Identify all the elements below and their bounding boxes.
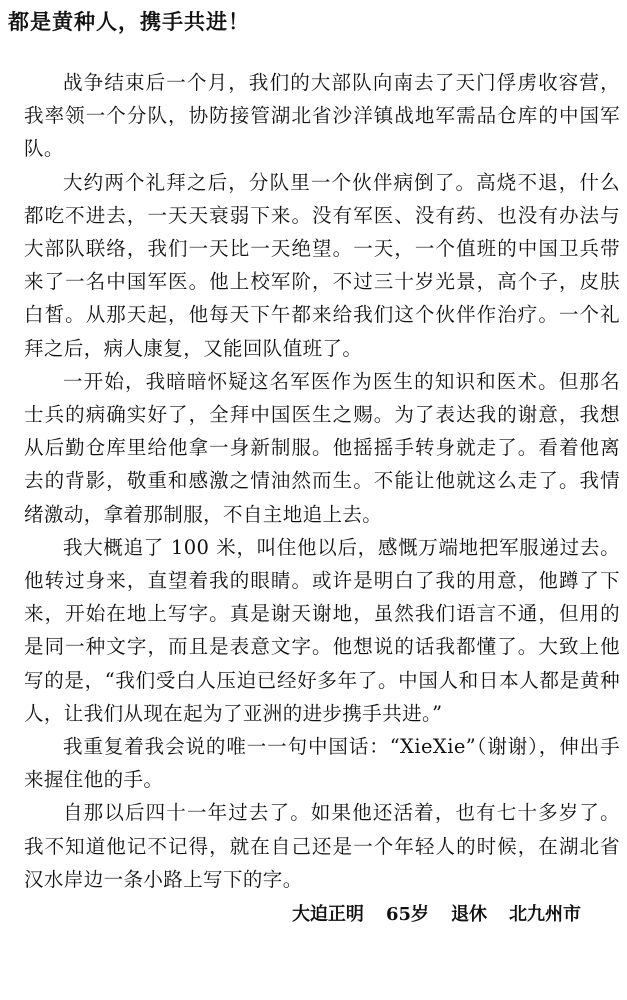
- author-status: 退休: [451, 904, 487, 925]
- paragraph-3: 一开始，我暗暗怀疑这名军医作为医生的知识和医术。但那名士兵的病确实好了，全拜中国医生之赐。为了表达我的谢意，我想从后勤仓库里给他拿一身新制服。他摇摇手转身就走了。看着他离去的背影，敬重和感激之情油然而生。不能让他就这么走了。我情绪激动，拿着那制服，不自主地追上去。: [24, 369, 620, 526]
- paragraph-2: 大约两个礼拜之后，分队里一个伙伴病倒了。高烧不退，什么都吃不进去，一天天衰弱下来。没有军医、没有药、也没有办法与大部队联络，我们一天比一天绝望。一天，一个值班的中国卫兵带来了一名中国军医。他上校军阶，不过三十岁光景，高个子，皮肤白皙。从那天起，他每天下午都来给我们这个伙伴作治疗。一个礼拜之后，病人康复，又能回队值班了。: [24, 170, 620, 360]
- paragraph-4: 我大概追了 100 米，叫住他以后，感慨万端地把军服递过去。他转过身来，直望着我的眼睛。或许是明白了我的用意，他蹲了下来，开始在地上写字。真是谢天谢地，虽然我们语言不通，但用的是同一种文字，而且是表意文字。他想说的话我都懂了。大致上他写的是，“我们受白人压迫已经好多年了。中国人和日本人都是黄种人，让我们从现在起为了亚洲的进步携手共进。”: [24, 535, 620, 725]
- paragraph-6: 自那以后四十一年过去了。如果他还活着，也有七十多岁了。我不知道他记不记得，就在自己还是一个年轻人的时候，在湖北省汉水岸边一条小路上写下的字。: [24, 801, 620, 891]
- article-body: [24, 66, 620, 896]
- author-age: 65岁: [385, 904, 429, 925]
- paragraph-5: 我重复着我会说的唯一一句中国话：“XieXie”（谢谢），伸出手来握住他的手。: [24, 735, 620, 792]
- author-name: 大迫正明: [291, 904, 364, 925]
- author-signature: [292, 900, 581, 926]
- paragraph-1: 战争结束后一个月，我们的大部队向南去了天门俘虏收容营，我率领一个分队，协防接管湖北省沙洋镇战地军需品仓库的中国军队。: [24, 71, 620, 161]
- article-title: 都是黄种人，携手共进！: [8, 10, 250, 34]
- author-city: 北九州市: [509, 904, 581, 925]
